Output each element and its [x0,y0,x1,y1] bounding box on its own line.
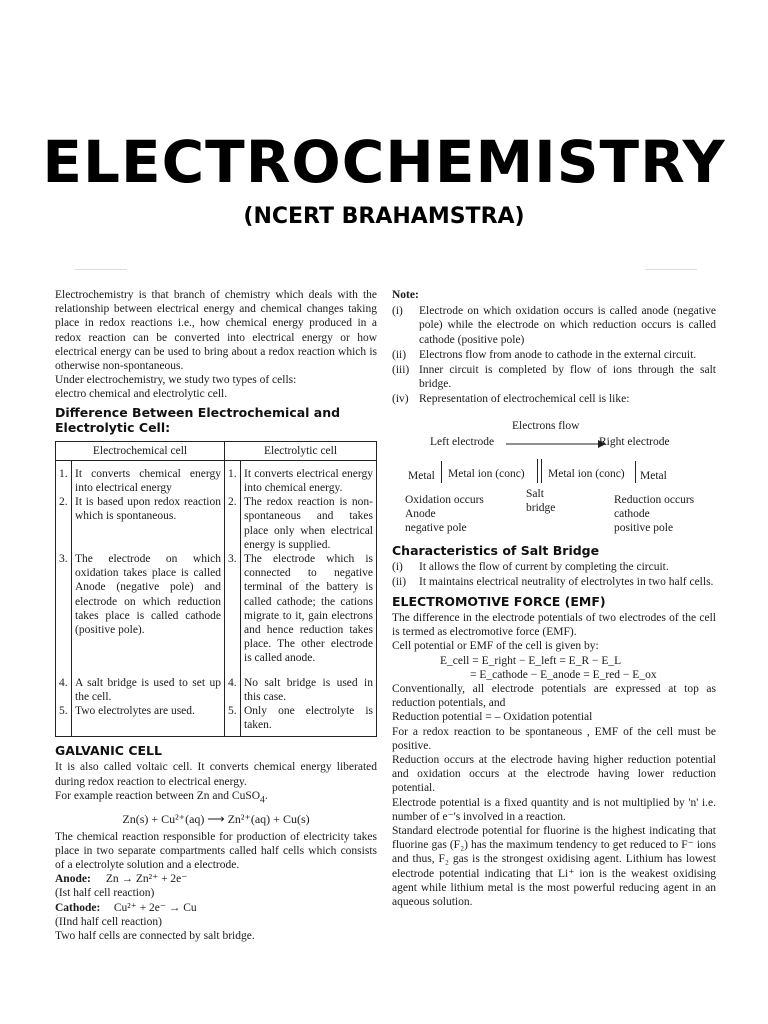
electrolytic-cell-text: No salt bridge is used in this case. [241,666,377,704]
list-item [392,575,716,589]
page-title: ELECTROCHEMISTRY [42,128,726,196]
galvanic-description: The chemical reaction responsible for production of electricity takes place in two separate compartments called half cells which consists of a electrolyte solution and a electrode. [55,830,377,871]
difference-heading: Difference Between Electrochemical and Electrolytic Cell: [55,404,341,435]
row-number: 1. [225,460,241,495]
salt-label: Salt [526,487,544,500]
emf-convention: Conventionally, all electrode potentials are expressed at top as reduction potentials, and [392,683,716,710]
salt-bridge-list [392,560,716,589]
oxidation-label: Oxidation occurs [405,493,484,506]
row-number: 5. [56,704,72,737]
ion-left-label: Metal ion (conc) [448,467,525,480]
intro-paragraph: Electrochemistry is that branch of chemistry which deals with the relationship between electrical energy and chemical changes taking place in redox reactions i.e., how chemical energy produced in a redox reaction can be converted into electrical energy or how electrical energy can be used to bring about a redox reaction which is otherwise non-spontaneous. [55,289,377,373]
galvanic-example-text: For example reaction between Zn and CuSO [55,789,261,802]
note-list [392,304,716,406]
left-column [55,288,377,943]
emf-equation-1: E_cell = E_right − E_left = E_R − E_L [440,654,622,667]
list-item [392,363,716,391]
list-item [392,392,716,406]
metal-right-label: Metal [640,469,667,482]
row-number: 4. [225,666,241,704]
row-number: 1. [56,460,72,495]
electrochemical-cell-text: It is based upon redox reaction which is spontaneous. [72,495,225,552]
electron-flow-arrow-icon [506,438,606,450]
item-text: Electrons flow from anode to cathode in the external circuit. [419,348,697,361]
cathode-equation: Cu²⁺ + 2e⁻ → Cu [113,901,197,914]
salt-bridge-line [537,459,538,483]
row-number: 2. [56,495,72,552]
positive-pole-label: positive pole [614,521,674,534]
galvanic-heading: GALVANIC CELL [55,743,162,759]
salt-bridge-line [541,459,542,483]
cathode-label: Cathode: [55,901,101,914]
emf-given-by: Cell potential or EMF of the cell is given by: [392,640,599,653]
galvanic-example-sub: 4 [260,794,265,806]
list-item [392,560,716,574]
emf-fixed-quantity: Electrode potential is a fixed quantity and is not multiplied by 'n' i.e. number of e⁻'s involved in a reaction. [392,796,716,823]
table-row [56,495,377,552]
item-number: (i) [392,305,403,318]
phase-boundary-line [441,461,442,483]
emf-reduction-occurs: Reduction occurs at the electrode having higher reduction potential and oxidation occurs at the electrode having lower reduction potential. [392,754,716,795]
emf-definition: The difference in the electrode potentials of two electrodes of the cell is termed as electromotive force (EMF). [392,612,716,639]
electrochemical-cell-text: The electrode on which oxidation takes place is called Anode (negative pole) and electrode on which reduction takes place is called cathode (positive pole). [72,552,225,666]
item-number: (iv) [392,393,409,406]
galvanic-closing: Two half cells are connected by salt bridge. [55,930,255,943]
item-text: Representation of electrochemical cell is like: [419,393,630,406]
right-column [392,288,716,909]
anode-diagram-label: Anode [405,507,436,520]
anode-note: (Ist half cell reaction) [55,887,155,900]
item-number: (ii) [392,348,407,361]
table-header-electrochemical: Electrochemical cell [56,441,225,460]
electrolytic-cell-text: The electrode which is connected to negative terminal of the battery is called cathode; the cations migrate to it, gain electrons and hence reduction takes place. The other electrode is called anode. [241,552,377,666]
table-row [56,460,377,495]
row-number: 4. [56,666,72,704]
emf-reduction-potential: Reduction potential = – Oxidation potential [392,711,593,724]
item-text: It allows the flow of current by completing the circuit. [419,560,669,573]
negative-pole-label: negative pole [405,521,467,534]
item-number: (i) [392,560,403,573]
electrochemical-cell-text: It converts chemical energy into electrical energy [72,460,225,495]
cell-representation-diagram [392,411,716,534]
electrolytic-cell-text: It converts electrical energy into chemical energy. [241,460,377,495]
phase-boundary-line [635,461,636,483]
galvanic-example-end: . [264,789,268,802]
electrochemical-cell-text: A salt bridge is used to set up the cell. [72,666,225,704]
right-electrode-label: Right electrode [599,435,670,448]
cathode-diagram-label: cathode [614,507,650,520]
table-header-row [56,441,377,460]
row-number: 3. [56,552,72,666]
item-number: (iii) [392,364,410,377]
cathode-reaction [55,901,377,915]
galvanic-example [55,789,377,808]
item-text: Electrode on which oxidation occurs is called anode (negative pole) while the electrode on which reduction occurs is called cathode (positive pole) [419,305,716,346]
list-item [392,348,716,362]
electrons-flow-label: Electrons flow [512,419,580,432]
metal-left-label: Metal [408,469,435,482]
emf-fluorine-lithium: Standard electrode potential for fluorine is the highest indicating that fluorine gas (F₂) has the maximum tendency to get reduced to F⁻ ions and thus, F₂ gas is the strongest oxidising agent. Lithium has lowest electrode potential indicating that Li⁺ ion is the weakest oxidising agent while lithium metal is the most powerful reducing agent in an aqueous solution. [392,825,716,909]
emf-equation-2: = E_cathode − E_anode = E_red − E_ox [470,668,657,681]
intro-types: Under electrochemistry, we study two types of cells: [55,374,297,387]
reduction-label: Reduction occurs [614,493,695,506]
anode-equation: Zn → Zn²⁺ + 2e⁻ [105,873,188,886]
anode-label: Anode: [55,873,91,886]
row-number: 5. [225,704,241,737]
table-row [56,666,377,704]
electrochemical-cell-text: Two electrolytes are used. [72,704,225,737]
row-number: 3. [225,552,241,666]
divider-left [75,269,127,270]
table-row [56,552,377,666]
anode-reaction [55,872,377,886]
ion-right-label: Metal ion (conc) [548,467,625,480]
intro-cells: electro chemical and electrolytic cell. [55,388,228,401]
item-text: Inner circuit is completed by flow of ions through the salt bridge. [419,364,716,391]
cathode-note: (IInd half cell reaction) [55,915,162,928]
electrolytic-cell-text: The redox reaction is non-spontaneous and takes place only when electrical energy is supplied. [241,495,377,552]
page-subtitle: (NCERT BRAHAMSTRA) [243,204,525,229]
row-number: 2. [225,495,241,552]
table-row [56,704,377,737]
item-text: It maintains electrical neutrality of electrolytes in two half cells. [419,575,714,588]
divider-right [645,269,697,270]
table-header-electrolytic: Electrolytic cell [225,441,377,460]
comparison-table [55,441,377,738]
bridge-label: bridge [526,501,556,514]
item-number: (ii) [392,575,407,588]
list-item [392,304,716,347]
galvanic-equation: Zn(s) + Cu²⁺(aq) ⟶ Zn²⁺(aq) + Cu(s) [122,812,310,827]
emf-heading: ELECTROMOTIVE FORCE (EMF) [392,594,606,610]
galvanic-intro: It is also called voltaic cell. It converts chemical energy liberated during redox reaction to electrical energy. [55,761,377,788]
left-electrode-label: Left electrode [430,435,495,448]
note-title: Note: [392,289,419,301]
salt-bridge-heading: Characteristics of Salt Bridge [392,542,600,558]
electrolytic-cell-text: Only one electrolyte is taken. [241,704,377,737]
emf-spontaneous: For a redox reaction to be spontaneous , EMF of the cell must be positive. [392,725,716,752]
